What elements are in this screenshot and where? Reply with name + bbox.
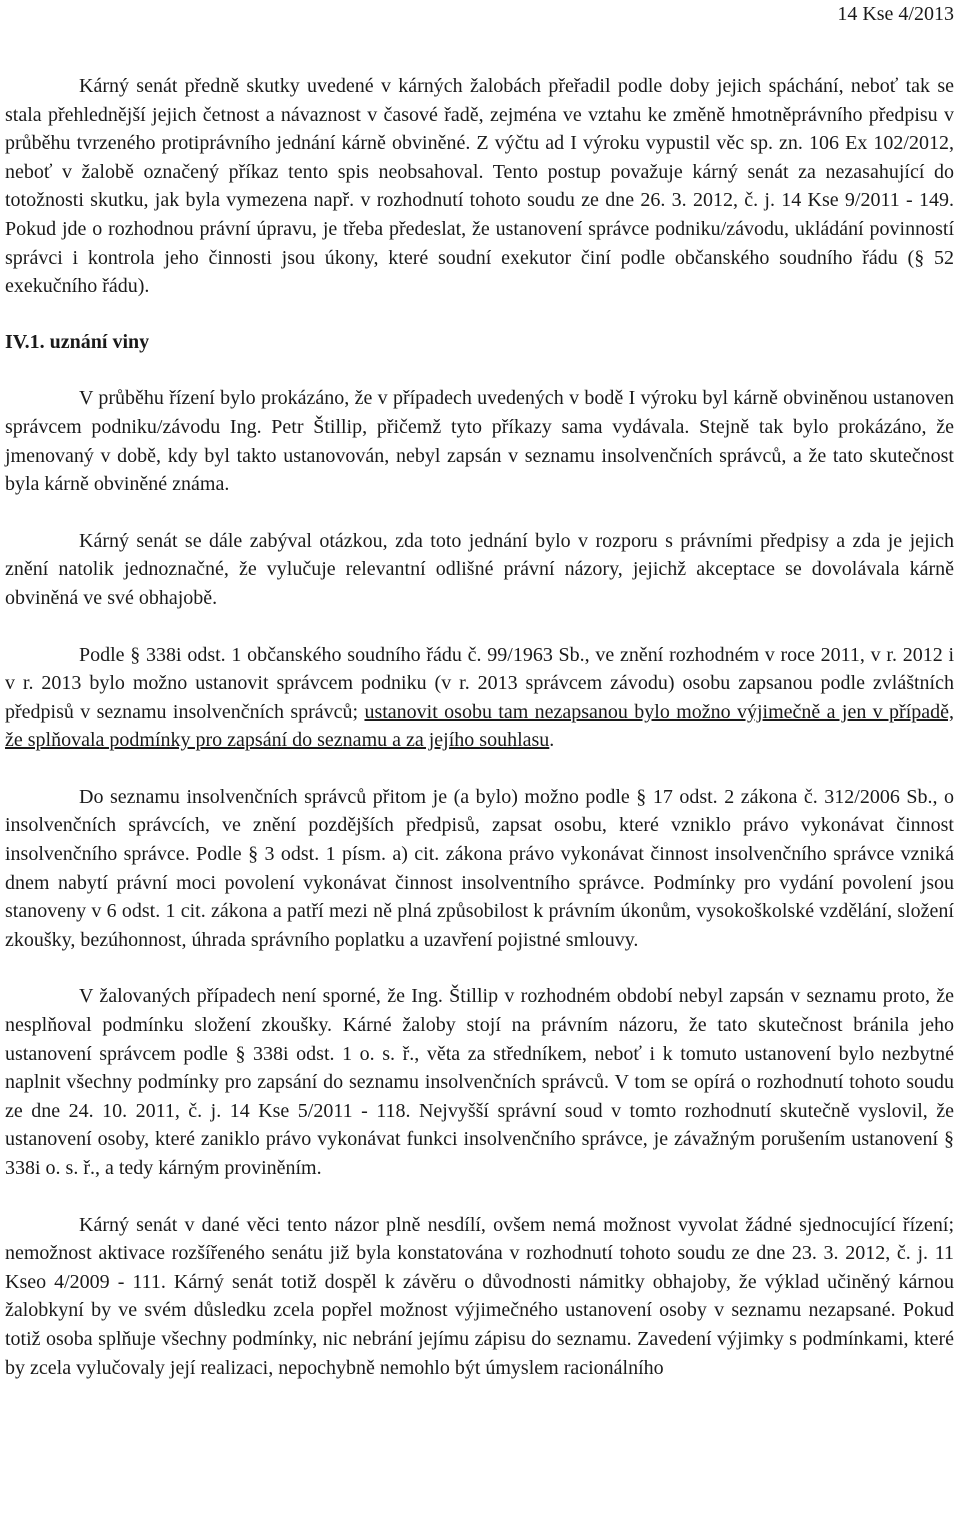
paragraph-intro: Kárný senát předně skutky uvedené v kárných žalobách přeřadil podle doby jejich spáchání, neboť tak se stala přehlednější jejich četnost a návaznost v časové řadě, zejména ve vztahu ke změně hmotněprávního předpisu v průběhu tvrzeného protiprávního jednání kárně obviněné. Z výčtu ad I výroku vypustil věc sp. zn. 106 Ex 102/2012, neboť v žalobě označený příkaz tento spis neobsahoval. Tento postup považuje kárný senát za nezasahující do totožnosti skutku, jak byla vymezena např. v rozhodnutí tohoto soudu ze dne 26. 3. 2012, č. j. 14 Kse 9/2011 - 149. Pokud jde o rozhodnou právní úpravu, je třeba předeslat, že ustanovení správce podniku/závodu, ukládání povinností správci i kontrola jeho činnosti jsou úkony, které soudní exekutor činí podle občanského soudního řádu (§ 52 exekučního řádu). bbox=[5, 75, 954, 298]
paragraph-civil-procedure-tail: . bbox=[549, 729, 555, 752]
paragraph-proven-facts: V průběhu řízení bylo prokázáno, že v případech uvedených v bodě I výroku byl kárně obviněnou ustanoven správcem podniku/závodu Ing. Petr Štillip, přičemž tyto příkazy sama vydávala. Stejně tak bylo prokázáno, že jmenovaný v době, kdy byl takto ustanovován, nebyl zapsán v seznamu insolvenčních správců, a že tato skutečnost byla kárně obviněné známa. bbox=[5, 387, 954, 496]
paragraph-civil-procedure-text: Podle § 338i odst. 1 občanského soudního řádu č. 99/1963 Sb., ve znění rozhodném v roce 2011, v r. 2012 i v r. 2013 bylo možno ustanovit správcem podniku (v r. 2013 správcem závodu) osobu zapsanou podle zvláštních předpisů v seznamu insolvenčních správců; bbox=[5, 643, 954, 723]
underlined-legal-condition: ustanovit osobu tam nezapsanou bylo možno výjimečně a jen v případě, že splňovala podmínky pro zapsání do seznamu a za jejího souhlasu bbox=[5, 700, 954, 752]
paragraph-insolvency-register: Do seznamu insolvenčních správců přitom je (a bylo) možno podle § 17 odst. 2 zákona č. 312/2006 Sb., o insolvenčních správcích, ve znění pozdějších předpisů, zapsat osobu, které vzniklo právo vykonávat činnost insolvenčního správce. Podle § 3 odst. 1 písm. a) cit. zákona právo vykonávat činnost insolvenčního správce vzniká dnem nabytí právní moci povolení vykonávat činnost insolventního správce. Podmínky pro vydání povolení jsou stanoveny v 6 odst. 1 cit. zákona a patří mezi ně plná způsobilost k právním úkonům, vysokoškolské vzdělání, složení zkoušky, bezúhonnost, úhrada správního poplatku a uzavření pojistné smlouvy. bbox=[5, 785, 954, 951]
case-reference-header: 14 Kse 4/2013 bbox=[837, 3, 954, 25]
paragraph-civil-procedure bbox=[5, 641, 954, 755]
paragraph-senate-opinion: Kárný senát v dané věci tento názor plně nesdílí, ovšem nemá možnost vyvolat žádné sjednocující řízení; nemožnost aktivace rozšířeného senátu již byla konstatována v rozhodnutí tohoto soudu ze dne 23. 3. 2012, č. j. 11 Kseo 4/2009 - 111. Kárný senát totiž dospěl k závěru o důvodnosti námitky obhajoby, že výklad učiněný kárnou žalobkyní by ve svém důsledku zcela popřel možnost výjimečného ustanovení osoby v seznamu nezapsané. Pokud totiž osoba splňuje všechny podmínky, nic nebrání jejímu zápisu do seznamu. Zavedení výjimky s podmínkami, které by zcela vylučovaly její realizaci, nepochybně nemohlo být úmyslem racionálního bbox=[5, 1213, 954, 1379]
paragraph-disputed-cases: V žalovaných případech není sporné, že Ing. Štillip v rozhodném období nebyl zapsán v seznamu proto, že nesplňoval podmínku složení zkoušky. Kárné žaloby stojí na právním názoru, že tato skutečnost bránila jeho ustanovení správcem podle § 338i odst. 1 o. s. ř., věta za středníkem, neboť i k tomuto ustanovení bylo nezbytné naplnit všechny podmínky pro zapsání do seznamu insolvenčních správců. V tom se opírá o rozhodnutí tohoto soudu ze dne 24. 10. 2011, č. j. 14 Kse 5/2011 - 118. Nejvyšší správní soud v tomto rozhodnutí skutečně vyslovil, že ustanovení osoby, které zaniklo právo vykonávat funkci insolvenčního správce, je závažným porušením ustanovení § 338i o. s. ř., a tedy kárným proviněním. bbox=[5, 985, 954, 1179]
paragraph-legal-question: Kárný senát se dále zabýval otázkou, zda toto jednání bylo v rozporu s právními předpisy a zda je jejich znění natolik jednoznačné, že vylučuje relevantní odlišné právní názory, jejichž akceptace se dovolávala kárně obviněná ve své obhajobě. bbox=[5, 529, 954, 609]
section-heading: IV.1. uznání viny bbox=[5, 330, 150, 353]
